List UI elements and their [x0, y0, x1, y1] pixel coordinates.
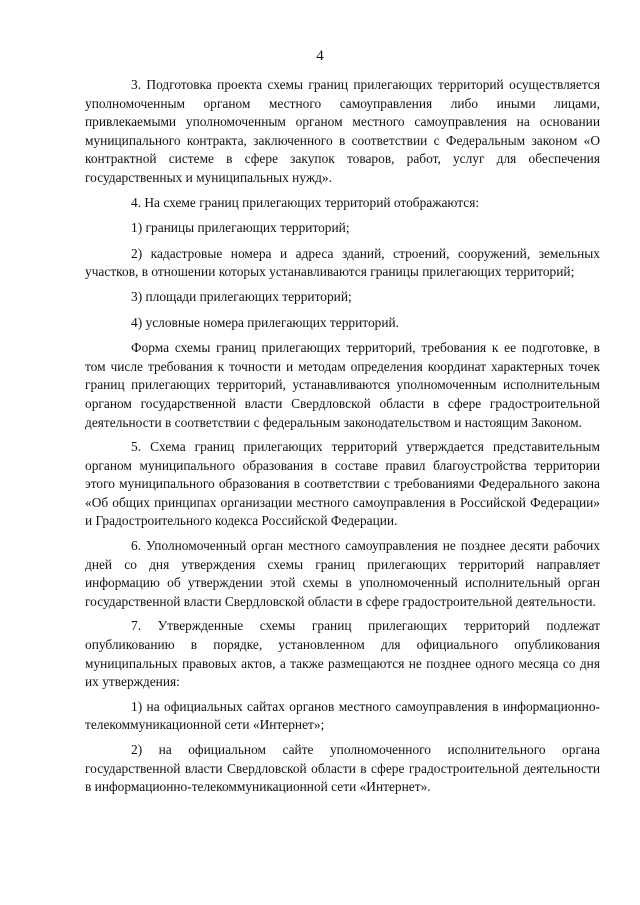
paragraph-6: 6. Уполномоченный орган местного самоуправления не позднее десяти рабочих дней со дня утверждения схемы границ прилегающих территорий направляет информацию об утверждении этой схемы в уполномоченный исполнительный орган государственной власти Свердловской области в сфере градостроительной деятельности. [85, 538, 600, 609]
list-item-4-3: 3) площади прилегающих территорий; [131, 288, 352, 304]
page-number: 4 [316, 48, 324, 64]
paragraph-4: 4. На схеме границ прилегающих территорий отображаются: [131, 194, 480, 210]
list-item-7-1: 1) на официальных сайтах органов местного самоуправления в информационно-телекоммуникационной сети «Интернет»; [85, 698, 600, 733]
paragraph-form-requirements: Форма схемы границ прилегающих территорий, требования к ее подготовке, в том числе требования к точности и методам определения координат характерных точек границ прилегающих территорий, устанавливаются уполномоченным исполнительным органом государственной власти Свердловской области в сфере градостроительной деятельности в соответствии с федеральным законодательством и настоящим Законом. [85, 340, 600, 430]
list-item-4-4: 4) условные номера прилегающих территорий. [131, 314, 400, 330]
document-body [85, 76, 600, 803]
paragraph-7: 7. Утвержденные схемы границ прилегающих территорий подлежат опубликованию в порядке, установленном для официального опубликования муниципальных правовых актов, а также размещаются не позднее одного месяца со дня их утверждения: [85, 618, 600, 690]
list-item-7-2: 2) на официальном сайте уполномоченного исполнительного органа государственной власти Свердловской области в сфере градостроительной деятельности в информационно-телекоммуникационной сети «Интернет». [85, 742, 600, 795]
paragraph-5: 5. Схема границ прилегающих территорий утверждается представительным органом муниципального образования в составе правил благоустройства территории этого муниципального образования в соответствии с требованиями Федерального закона «Об общих принципах организации местного самоуправления в Российской Федерации» и Градостроительного кодекса Российской Федерации. [85, 439, 600, 529]
list-item-4-2: 2) кадастровые номера и адреса зданий, строений, сооружений, земельных участков, в отношении которых устанавливаются границы прилегающих территорий; [85, 245, 600, 280]
list-item-4-1: 1) границы прилегающих территорий; [131, 220, 350, 236]
paragraph-3: 3. Подготовка проекта схемы границ прилегающих территорий осуществляется уполномоченным органом местного самоуправления либо иными лицами, привлекаемыми уполномоченным органом местного самоуправления на основании муниципального контракта, заключенного в соответствии с Федеральным законом «О контрактной системе в сфере закупок товаров, работ, услуг для обеспечения государственных и муниципальных нужд». [85, 77, 600, 185]
